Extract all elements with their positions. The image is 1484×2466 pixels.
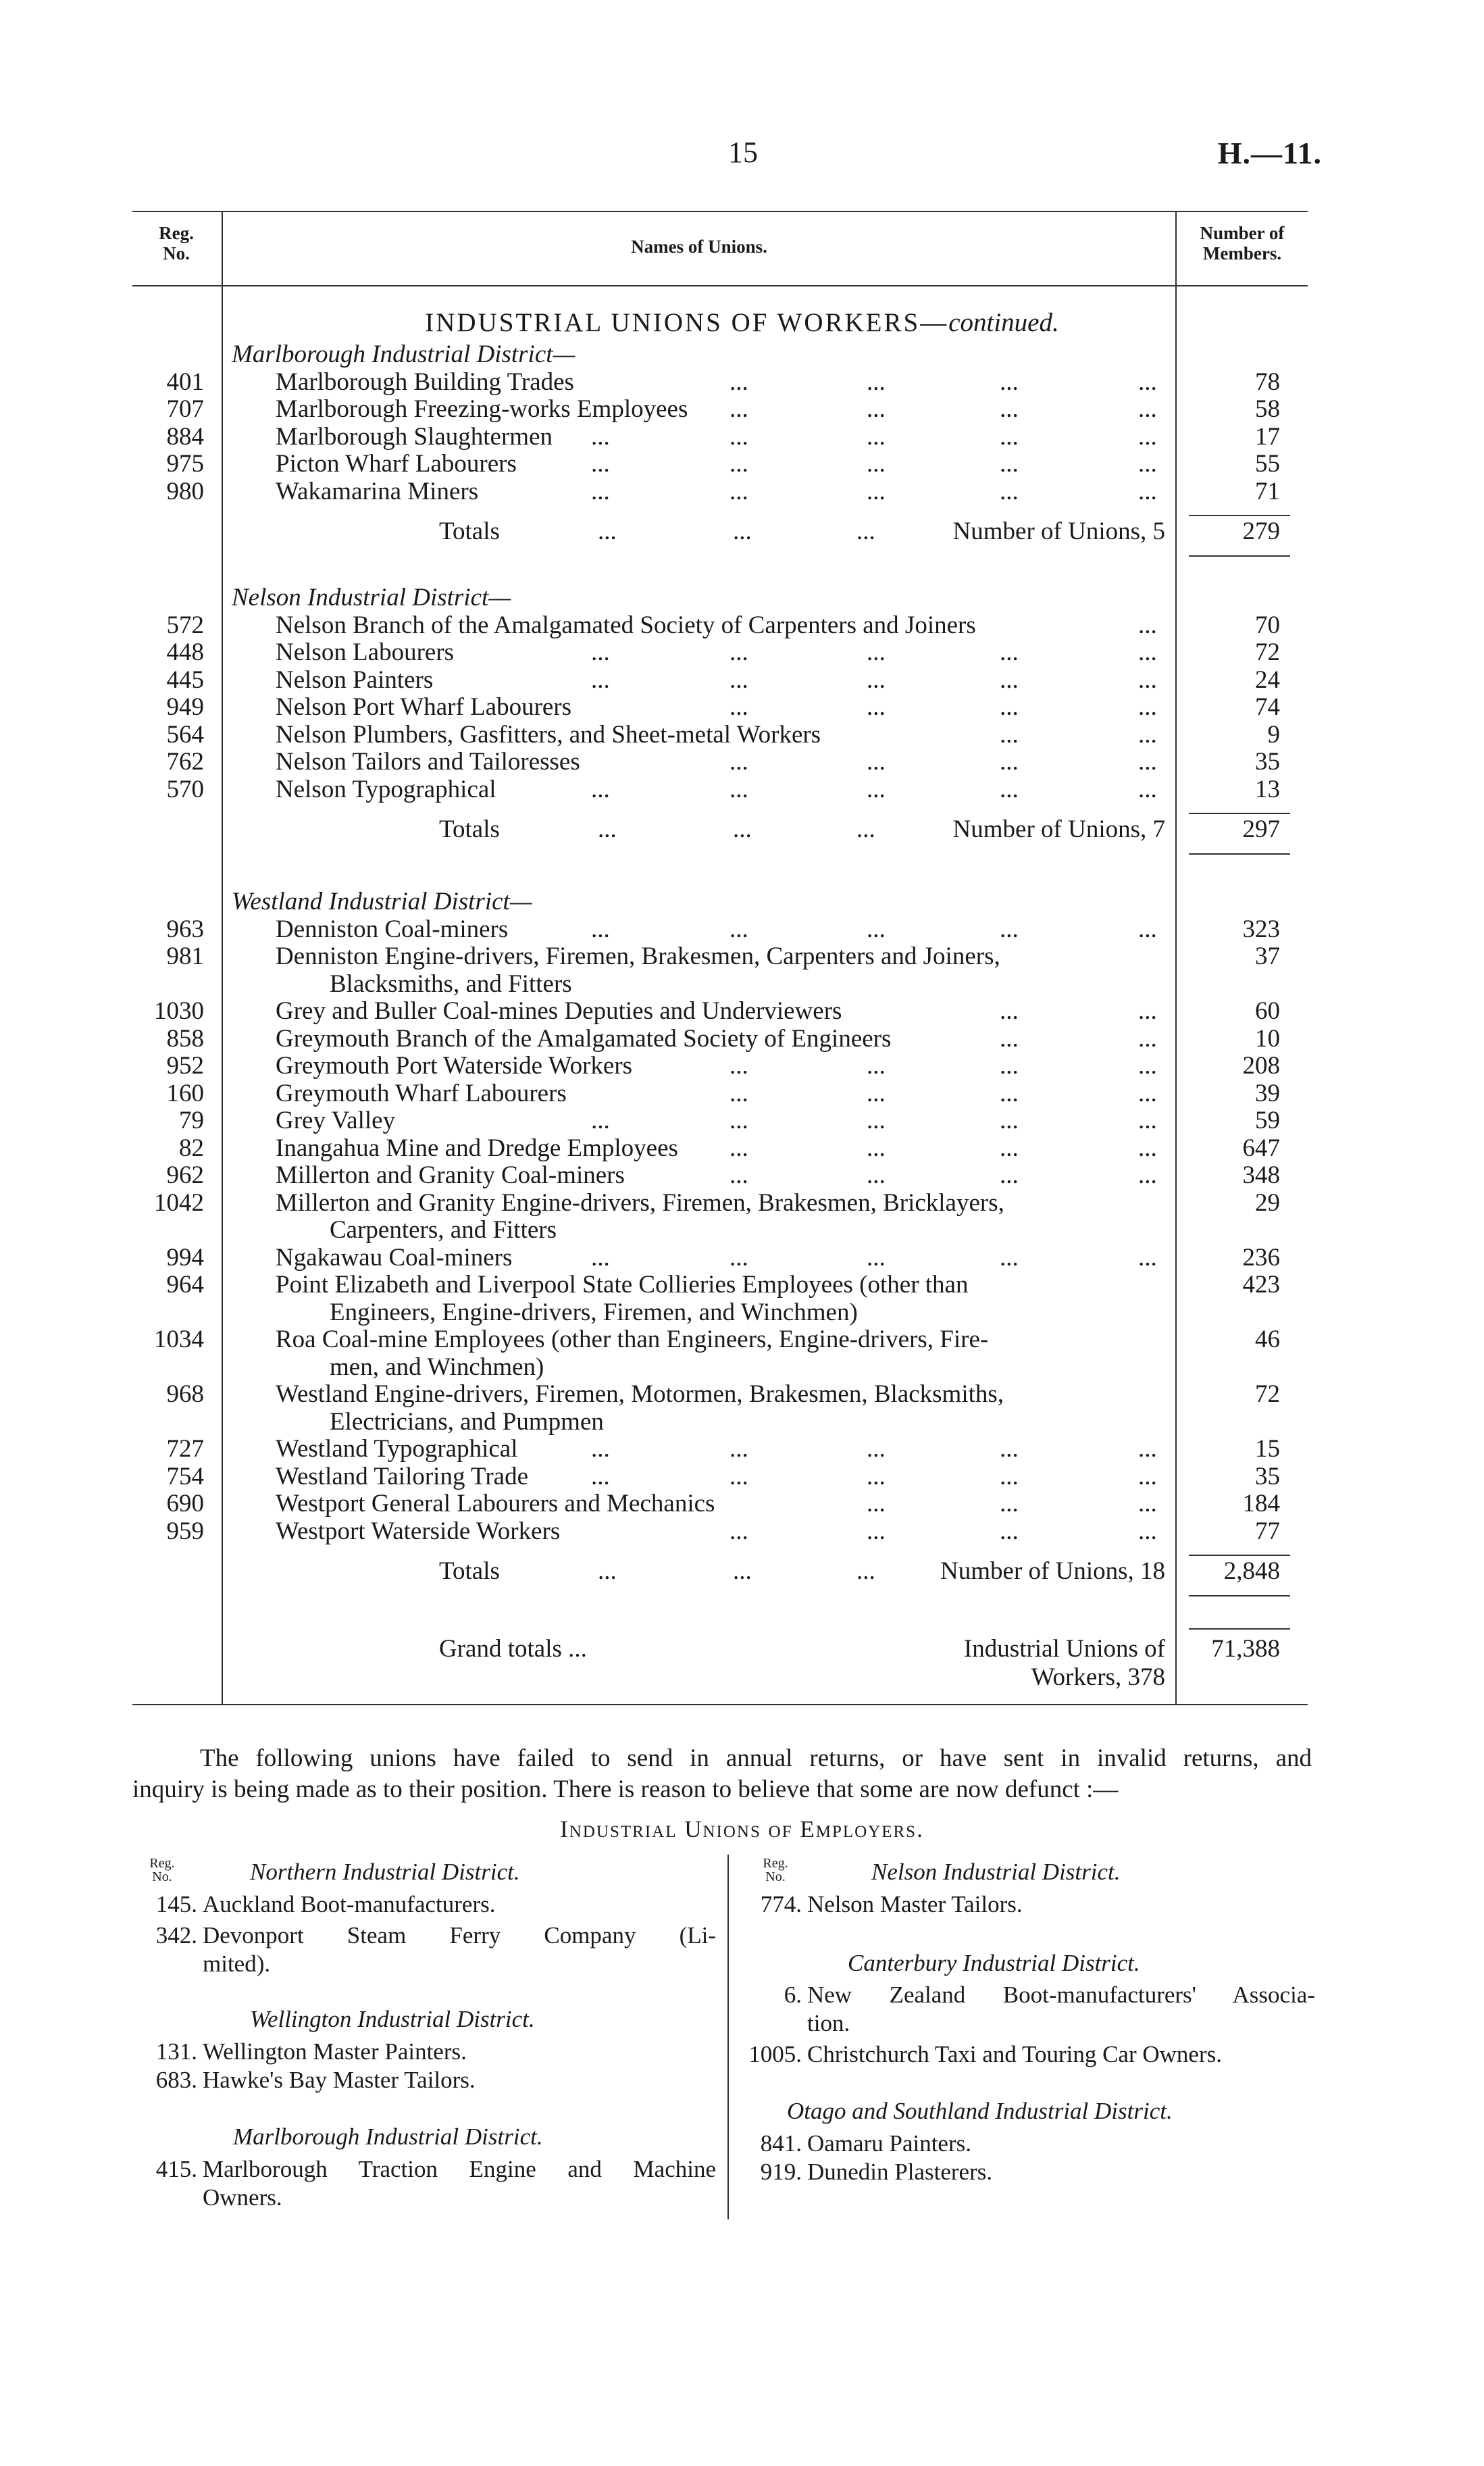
table-row: 570 Nelson Typographical ... ... ... ... ... 13 — [0, 776, 1484, 803]
reg-number: 959 — [166, 1517, 204, 1545]
emp-item: 415. Marlborough Traction Engine and Machine — [155, 2156, 716, 2182]
union-name: Inangahua Mine and Dredge Employees — [276, 1134, 678, 1162]
reg-number: 962 — [166, 1161, 204, 1189]
totals-rule — [1189, 555, 1290, 557]
totals-row — [0, 815, 1484, 844]
reg-number: 82 — [179, 1134, 204, 1162]
union-name: Greymouth Branch of the Amalgamated Society of Engineers — [276, 1024, 892, 1053]
member-count: 58 — [1255, 395, 1280, 423]
member-count: 35 — [1255, 1462, 1280, 1490]
reg-number: 981 — [166, 942, 204, 970]
member-count: 71 — [1255, 477, 1280, 505]
reg-number: 572 — [166, 611, 204, 639]
table-row: 572 Nelson Branch of the Amalgamated Society of Carpenters and Joiners ... 70 — [0, 612, 1484, 639]
union-name: Westland Engine-drivers, Firemen, Motormen, Brakesmen, Blacksmiths, — [276, 1380, 1004, 1408]
emp-item: 683. Hawke's Bay Master Tailors. — [155, 2067, 476, 2093]
union-name-continued: Carpenters, and Fitters — [330, 1216, 557, 1244]
section-title: INDUSTRIAL UNIONS OF WORKERS—continued. — [425, 308, 1059, 337]
emp-item: 145. Auckland Boot-manufacturers. — [155, 1891, 496, 1917]
totals-unions: Number of Unions, 18 — [940, 1557, 1165, 1585]
reg-number: 952 — [166, 1052, 204, 1080]
union-name: Roa Coal-mine Employees (other than Engineers, Engine-drivers, Fire- — [276, 1326, 989, 1353]
reg-number: 980 — [166, 477, 204, 505]
northern-district-title: Northern Industrial District. — [250, 1859, 520, 1885]
union-name: Westland Typographical — [276, 1435, 518, 1463]
union-name: Grey and Buller Coal-mines Deputies and Underviewers — [276, 997, 842, 1025]
grand-totals-rule — [1189, 1628, 1290, 1630]
canterbury-district-title: Canterbury Industrial District. — [848, 1950, 1140, 1976]
leader-dots: ... — [598, 518, 617, 545]
reg-number: 994 — [166, 1243, 204, 1272]
totals-unions: Number of Unions, 5 — [952, 518, 1165, 545]
union-name: Greymouth Port Waterside Workers — [276, 1052, 633, 1080]
emp-item-cont: Owners. — [203, 2184, 282, 2211]
member-count: 323 — [1242, 915, 1280, 943]
table-row: 963 Denniston Coal-miners ... ... ... ... ... 323 — [0, 916, 1484, 943]
totals-row — [0, 1557, 1484, 1586]
reg-number: 727 — [166, 1435, 204, 1463]
reg-number: 884 — [166, 422, 204, 451]
member-count: 78 — [1255, 368, 1280, 396]
member-count: 647 — [1242, 1134, 1280, 1162]
member-count: 10 — [1255, 1024, 1280, 1053]
reg-number: 401 — [166, 368, 204, 396]
reg-number: 949 — [166, 693, 204, 721]
notice-line-2: inquiry is being made as to their position. There is reason to believe that some are now defunct :— — [132, 1776, 1119, 1803]
table-row — [0, 1326, 1484, 1353]
emp-item: 841. Oamaru Painters. — [760, 2130, 971, 2157]
union-name: Westport Waterside Workers — [276, 1517, 561, 1545]
grand-totals-unions: Industrial Unions of Workers, 378 — [963, 1635, 1165, 1691]
leader-dots: ... — [733, 815, 752, 843]
union-name: Nelson Plumbers, Gasfitters, and Sheet-metal Workers — [276, 720, 821, 749]
union-name: Nelson Labourers — [276, 638, 455, 666]
union-name: Nelson Tailors and Tailoresses — [276, 748, 580, 776]
table-row: 952 Greymouth Port Waterside Workers ... ... ... ... 208 — [0, 1053, 1484, 1080]
reg-number: 762 — [166, 748, 204, 776]
reg-number: 963 — [166, 915, 204, 943]
union-name: Point Elizabeth and Liverpool State Collieries Employees (other than — [276, 1271, 969, 1299]
reg-number: 1042 — [154, 1188, 204, 1217]
table-row: 445 Nelson Painters ... ... ... ... ... 24 — [0, 667, 1484, 694]
union-name: Wakamarina Miners — [276, 477, 479, 505]
reg-number: 1030 — [154, 997, 204, 1025]
totals-label: Totals — [439, 815, 500, 843]
member-count: 29 — [1255, 1188, 1280, 1217]
reg-number: 707 — [166, 395, 204, 423]
table-top-rule — [132, 211, 1308, 212]
member-count: 208 — [1242, 1052, 1280, 1080]
reg-number: 690 — [166, 1490, 204, 1517]
union-name: Marlborough Slaughtermen — [276, 422, 553, 451]
union-name: Millerton and Granity Engine-drivers, Firemen, Brakesmen, Bricklayers, — [276, 1188, 1004, 1217]
leader-dots: ... — [598, 815, 617, 843]
table-row — [0, 1190, 1484, 1217]
table-row: 727 Westland Typographical ... ... ... ... ... 15 — [0, 1436, 1484, 1463]
leader-dots: ... — [598, 1557, 617, 1585]
member-count: 70 — [1255, 611, 1280, 639]
reg-number: 79 — [179, 1107, 204, 1134]
union-name: Greymouth Wharf Labourers — [276, 1079, 567, 1107]
union-name: Marlborough Freezing-works Employees — [276, 395, 688, 423]
grand-totals-row — [0, 1635, 1484, 1691]
union-name: Denniston Coal-miners — [276, 915, 509, 943]
wellington-district-title: Wellington Industrial District. — [250, 2006, 535, 2032]
emp-item: 919. Dunedin Plasterers. — [760, 2159, 993, 2185]
table-row: 448 Nelson Labourers ... ... ... ... ... 72 — [0, 639, 1484, 666]
leader-dots: ... — [856, 518, 875, 545]
union-name-continued: Engineers, Engine-drivers, Firemen, and Winchmen) — [330, 1298, 858, 1326]
union-name-continued: Electricians, and Pumpmen — [330, 1407, 604, 1436]
reg-no-header: Reg. No. — [159, 223, 194, 263]
table-row: 79 Grey Valley ... ... ... ... ... 59 — [0, 1107, 1484, 1134]
member-count: 72 — [1255, 1380, 1280, 1408]
totals-rule — [1189, 853, 1290, 855]
table-row: 762 Nelson Tailors and Tailoresses ... ... ... ... 35 — [0, 749, 1484, 776]
header-bottom-rule — [132, 285, 1308, 286]
table-row: 564 Nelson Plumbers, Gasfitters, and Sheet-metal Workers ... ... 9 — [0, 722, 1484, 749]
nelson-district-title: Nelson Industrial District. — [871, 1859, 1121, 1885]
union-name: Nelson Branch of the Amalgamated Society of Carpenters and Joiners — [276, 611, 976, 639]
reg-number: 975 — [166, 450, 204, 478]
member-count: 39 — [1255, 1079, 1280, 1107]
totals-value: 297 — [1242, 815, 1280, 843]
totals-row — [0, 518, 1484, 546]
emp-item: 774. Nelson Master Tailors. — [760, 1891, 1023, 1917]
emp-item-cont: mited). — [203, 1951, 271, 1977]
member-count: 37 — [1255, 942, 1280, 970]
member-count: 77 — [1255, 1517, 1280, 1545]
emp-reg-label-left: Reg. No. — [149, 1856, 175, 1884]
reg-number: 1034 — [154, 1326, 204, 1353]
member-count: 184 — [1242, 1490, 1280, 1517]
names-header: Names of Unions. — [631, 236, 767, 257]
union-name: Westport General Labourers and Mechanics — [276, 1490, 715, 1517]
employers-heading: Industrial Unions of Employers. — [560, 1816, 924, 1842]
leader-dots: ... — [856, 815, 875, 843]
member-count: 236 — [1242, 1243, 1280, 1272]
member-count: 15 — [1255, 1435, 1280, 1463]
reg-number: 964 — [166, 1271, 204, 1299]
union-name: Nelson Typographical — [276, 775, 496, 803]
union-name-continued: men, and Winchmen) — [330, 1353, 544, 1381]
reg-number: 754 — [166, 1462, 204, 1490]
table-row — [0, 943, 1484, 970]
table-row: 994 Ngakawau Coal-miners ... ... ... ... ... 236 — [0, 1244, 1484, 1272]
union-name: Westland Tailoring Trade — [276, 1462, 528, 1490]
grand-totals-label: Grand totals ... — [439, 1635, 587, 1663]
members-header: Number of Members. — [1200, 223, 1285, 263]
member-count: 74 — [1255, 693, 1280, 721]
table-row: 401 Marlborough Building Trades ... ... ... ... 78 — [0, 369, 1484, 396]
table-row — [0, 1272, 1484, 1299]
member-count: 17 — [1255, 422, 1280, 451]
otago-district-title: Otago and Southland Industrial District. — [787, 2098, 1173, 2124]
reg-number: 160 — [166, 1079, 204, 1107]
document-code: H.—11. — [1217, 136, 1322, 170]
totals-rule — [1189, 813, 1290, 814]
table-row: 754 Westland Tailoring Trade ... ... ... ... ... 35 — [0, 1463, 1484, 1490]
emp-item: 342. Devonport Steam Ferry Company (Li- — [155, 1922, 716, 1948]
page-number: 15 — [728, 136, 758, 169]
totals-rule — [1189, 1555, 1290, 1556]
member-count: 46 — [1255, 1326, 1280, 1353]
member-count: 59 — [1255, 1107, 1280, 1134]
union-name: Grey Valley — [276, 1107, 396, 1134]
reg-number: 564 — [166, 720, 204, 749]
emp-item-cont: tion. — [807, 2010, 850, 2036]
totals-value: 279 — [1242, 518, 1280, 545]
union-name: Picton Wharf Labourers — [276, 450, 517, 478]
member-count: 13 — [1255, 775, 1280, 803]
totals-label: Totals — [439, 1557, 500, 1585]
reg-number: 448 — [166, 638, 204, 666]
table-row: 959 Westport Waterside Workers ... ... ... ... 77 — [0, 1518, 1484, 1545]
table-row: 980 Wakamarina Miners ... ... ... ... ... 71 — [0, 478, 1484, 505]
grand-totals-value: 71,388 — [1211, 1635, 1280, 1663]
table-bottom-rule — [132, 1704, 1308, 1705]
union-name: Nelson Port Wharf Labourers — [276, 693, 572, 721]
union-name: Marlborough Building Trades — [276, 368, 574, 396]
district-title: Westland Industrial District— — [232, 888, 532, 915]
totals-value: 2,848 — [1223, 1557, 1280, 1585]
table-row: 82 Inangahua Mine and Dredge Employees ... ... ... ... 647 — [0, 1135, 1484, 1162]
district-title: Marlborough Industrial District— — [232, 341, 575, 368]
totals-rule — [1189, 1595, 1290, 1596]
union-name: Nelson Painters — [276, 665, 434, 694]
table-row: 707 Marlborough Freezing-works Employees ... ... ... ... 58 — [0, 396, 1484, 423]
table-row: 160 Greymouth Wharf Labourers ... ... ... ... 39 — [0, 1080, 1484, 1107]
leader-dots: ... — [733, 518, 752, 545]
reg-number: 968 — [166, 1380, 204, 1408]
table-row — [0, 1381, 1484, 1408]
table-row: 949 Nelson Port Wharf Labourers ... ... ... ... 74 — [0, 694, 1484, 721]
notice-line-1: The following unions have failed to send in annual returns, or have sent in invalid returns, and — [200, 1744, 1312, 1772]
totals-rule — [1189, 515, 1290, 516]
emp-item: 6. New Zealand Boot-manufacturers' Associa- — [784, 1982, 1315, 2008]
totals-label: Totals — [439, 518, 500, 545]
union-name-continued: Blacksmiths, and Fitters — [330, 970, 572, 998]
member-count: 55 — [1255, 450, 1280, 478]
table-row: 690 Westport General Labourers and Mechanics ... ... ... 184 — [0, 1490, 1484, 1517]
member-count: 348 — [1242, 1161, 1280, 1189]
emp-item: 1005. Christchurch Taxi and Touring Car Owners. — [748, 2041, 1222, 2067]
reg-number: 445 — [166, 665, 204, 694]
member-count: 423 — [1242, 1271, 1280, 1299]
union-name: Ngakawau Coal-miners — [276, 1243, 513, 1272]
leader-dots: ... — [856, 1557, 875, 1585]
table-row: 962 Millerton and Granity Coal-miners ... ... ... ... 348 — [0, 1162, 1484, 1189]
notice-paragraph — [132, 1743, 1312, 1805]
reg-number: 858 — [166, 1024, 204, 1053]
table-row: 1030 Grey and Buller Coal-mines Deputies and Underviewers ... ... 60 — [0, 998, 1484, 1025]
leader-dots: ... — [733, 1557, 752, 1585]
emp-item: 131. Wellington Master Painters. — [155, 2038, 467, 2065]
member-count: 72 — [1255, 638, 1280, 666]
member-count: 60 — [1255, 997, 1280, 1025]
member-count: 35 — [1255, 748, 1280, 776]
table-row: 858 Greymouth Branch of the Amalgamated Society of Engineers ... ... 10 — [0, 1026, 1484, 1053]
totals-unions: Number of Unions, 7 — [952, 815, 1165, 843]
reg-number: 570 — [166, 775, 204, 803]
table-row: 884 Marlborough Slaughtermen ... ... ... ... ... 17 — [0, 424, 1484, 451]
member-count: 24 — [1255, 665, 1280, 694]
union-name: Denniston Engine-drivers, Firemen, Brakesmen, Carpenters and Joiners, — [276, 942, 1000, 970]
employers-column-rule — [727, 1855, 729, 2219]
marlborough-district-title: Marlborough Industrial District. — [233, 2123, 543, 2150]
member-count: 9 — [1267, 720, 1280, 749]
emp-reg-label-right: Reg. No. — [763, 1856, 788, 1884]
district-title: Nelson Industrial District— — [232, 584, 511, 611]
table-row: 975 Picton Wharf Labourers ... ... ... ... ... 55 — [0, 451, 1484, 478]
union-name: Millerton and Granity Coal-miners — [276, 1161, 625, 1189]
